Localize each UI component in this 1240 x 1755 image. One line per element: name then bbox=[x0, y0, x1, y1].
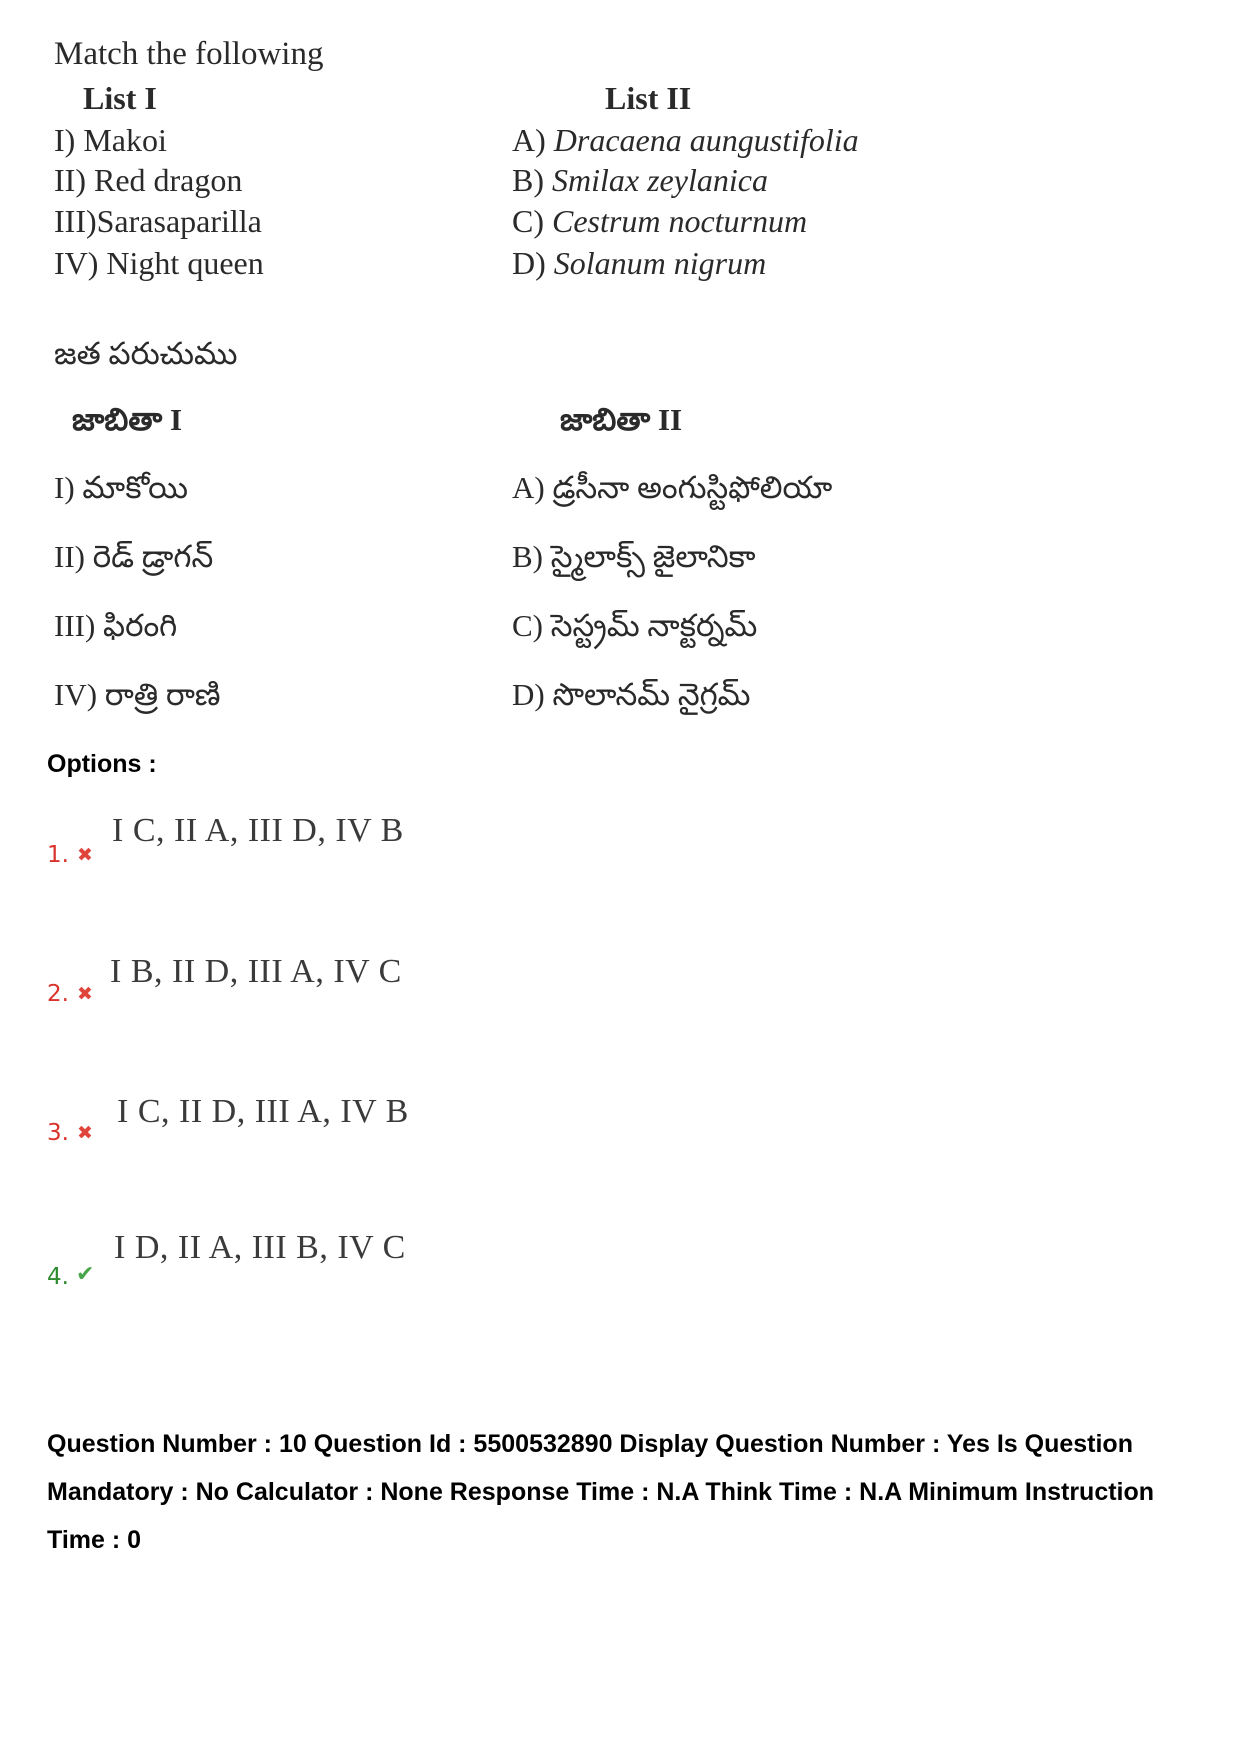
option-text: I C, II A, III D, IV B bbox=[112, 812, 404, 849]
telugu-list2-heading: జాబితా II bbox=[560, 402, 683, 437]
telugu-list2-item: A) డ్రసీనా అంగుస్టిఫోలియా bbox=[512, 470, 833, 505]
option-number: 2. bbox=[47, 981, 69, 1007]
option-text: I C, II D, III A, IV B bbox=[117, 1093, 409, 1130]
telugu-list2-item: C) సెస్ట్రమ్ నాక్టర్నమ్ bbox=[512, 608, 758, 643]
telugu-list2-item: D) సొలానమ్ నైగ్రమ్ bbox=[512, 677, 751, 712]
option-text: I B, II D, III A, IV C bbox=[110, 953, 402, 990]
options-label: Options : bbox=[47, 750, 157, 778]
telugu-list1-item: III) ఫిరంగి bbox=[54, 608, 178, 643]
cross-icon: ✖ bbox=[77, 983, 93, 1005]
telugu-list2-item: B) స్మైలాక్స్ జైలానికా bbox=[512, 539, 756, 574]
list1-item: III)Sarasaparilla bbox=[54, 203, 262, 239]
question-meta: Question Number : 10 Question Id : 5500532890 Display Question Number : Yes Is Question Mandatory : No Calculator : None Response Time : N.A Think Time : N.A Minimum Instruction Time : 0 bbox=[47, 1430, 1155, 1554]
cross-icon: ✖ bbox=[77, 844, 93, 866]
list1-item: IV) Night queen bbox=[54, 245, 264, 281]
check-icon: ✔ bbox=[76, 1262, 95, 1287]
telugu-list1-heading: జాబితా I bbox=[72, 402, 183, 437]
option-text: I D, II A, III B, IV C bbox=[114, 1229, 406, 1266]
cross-icon: ✖ bbox=[77, 1122, 93, 1144]
question-title: Match the following bbox=[54, 36, 324, 72]
telugu-list1-item: II) రెడ్ డ్రాగన్ bbox=[54, 539, 214, 574]
list1-item: I) Makoi bbox=[54, 122, 167, 158]
telugu-title: జత పరుచుము bbox=[54, 336, 238, 371]
list2-item: C) Cestrum nocturnum bbox=[512, 203, 808, 239]
list2-item: A) Dracaena aungustifolia bbox=[512, 122, 859, 158]
telugu-list1-item: I) మాకోయి bbox=[54, 470, 188, 505]
option-number: 1. bbox=[47, 842, 69, 868]
list2-item: D) Solanum nigrum bbox=[512, 245, 767, 281]
list2-item: B) Smilax zeylanica bbox=[512, 162, 768, 198]
list1-item: II) Red dragon bbox=[54, 162, 243, 198]
option-number: 3. bbox=[47, 1120, 69, 1146]
telugu-list1-item: IV) రాత్రి రాణి bbox=[54, 677, 221, 712]
option-number: 4. bbox=[47, 1264, 69, 1290]
list1-heading: List I bbox=[83, 80, 157, 116]
list2-heading: List II bbox=[605, 80, 692, 116]
